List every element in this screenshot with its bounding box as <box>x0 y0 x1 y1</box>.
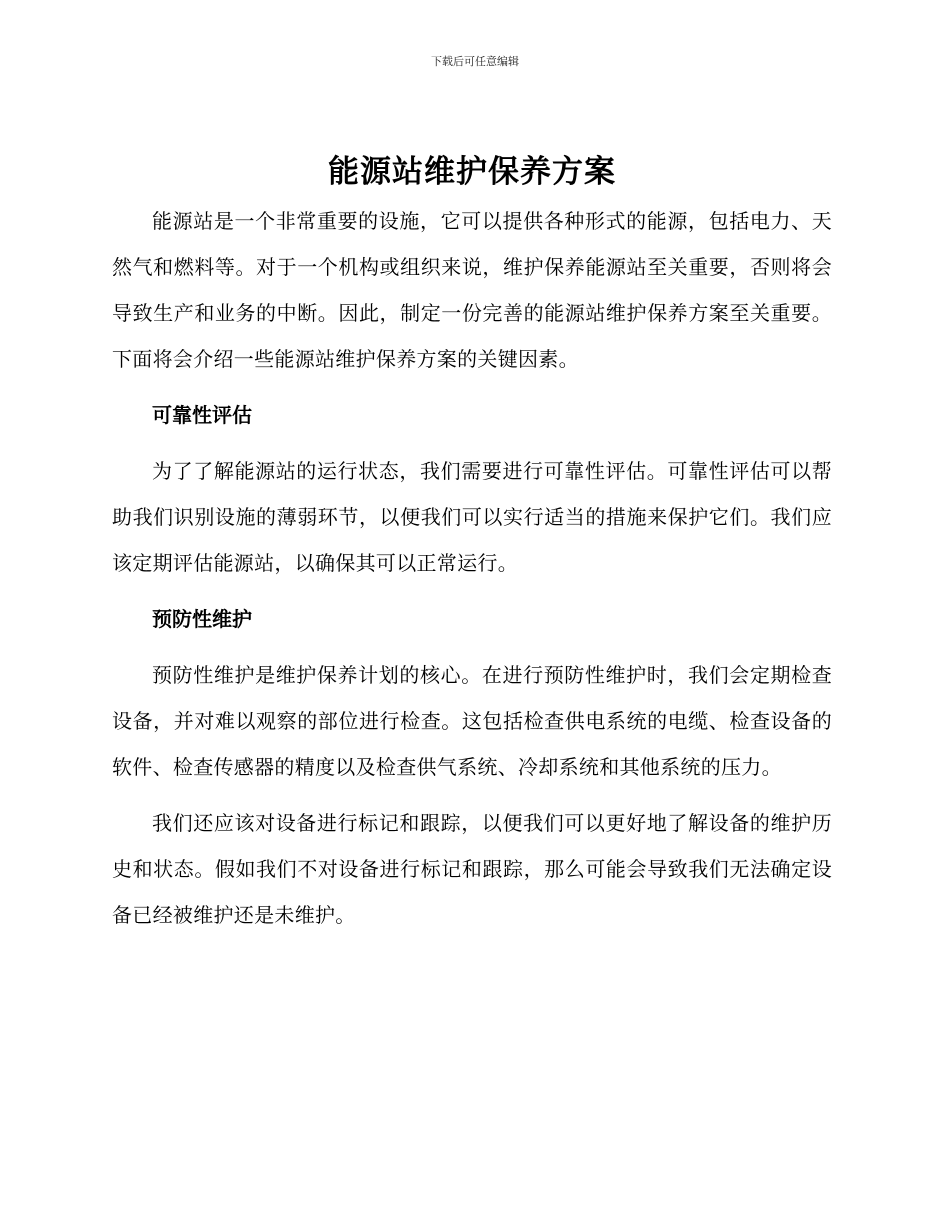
intro-paragraph: 能源站是一个非常重要的设施，它可以提供各种形式的能源，包括电力、天然气和燃料等。对于一个机构或组织来说，维护保养能源站至关重要，否则将会导致生产和业务的中断。因此，制定一份完善的能源站维护保养方案至关重要。下面将会介绍一些能源站维护保养方案的关键因素。 <box>112 209 832 371</box>
section-preventive-maintenance <box>112 596 832 938</box>
section-paragraph: 预防性维护是维护保养计划的核心。在进行预防性维护时，我们会定期检查设备，并对难以观察的部位进行检查。这包括检查供电系统的电缆、检查设备的软件、检查传感器的精度以及检查供气系统、冷却系统和其他系统的压力。 <box>112 663 832 779</box>
section-paragraph: 为了了解能源站的运行状态，我们需要进行可靠性评估。可靠性评估可以帮助我们识别设施的薄弱环节，以便我们可以实行适当的措施来保护它们。我们应该定期评估能源站，以确保其可以正常运行。 <box>112 459 832 575</box>
section-heading: 可靠性评估 <box>152 403 252 427</box>
document-title: 能源站维护保养方案 <box>328 154 616 190</box>
document-body <box>112 150 832 938</box>
section-heading: 预防性维护 <box>152 607 252 631</box>
page-header: 下载后可任意编辑 <box>431 55 519 68</box>
section-reliability <box>112 392 832 586</box>
section-paragraph: 我们还应该对设备进行标记和跟踪，以便我们可以更好地了解设备的维护历史和状态。假如我们不对设备进行标记和跟踪，那么可能会导致我们无法确定设备已经被维护还是未维护。 <box>112 811 832 927</box>
